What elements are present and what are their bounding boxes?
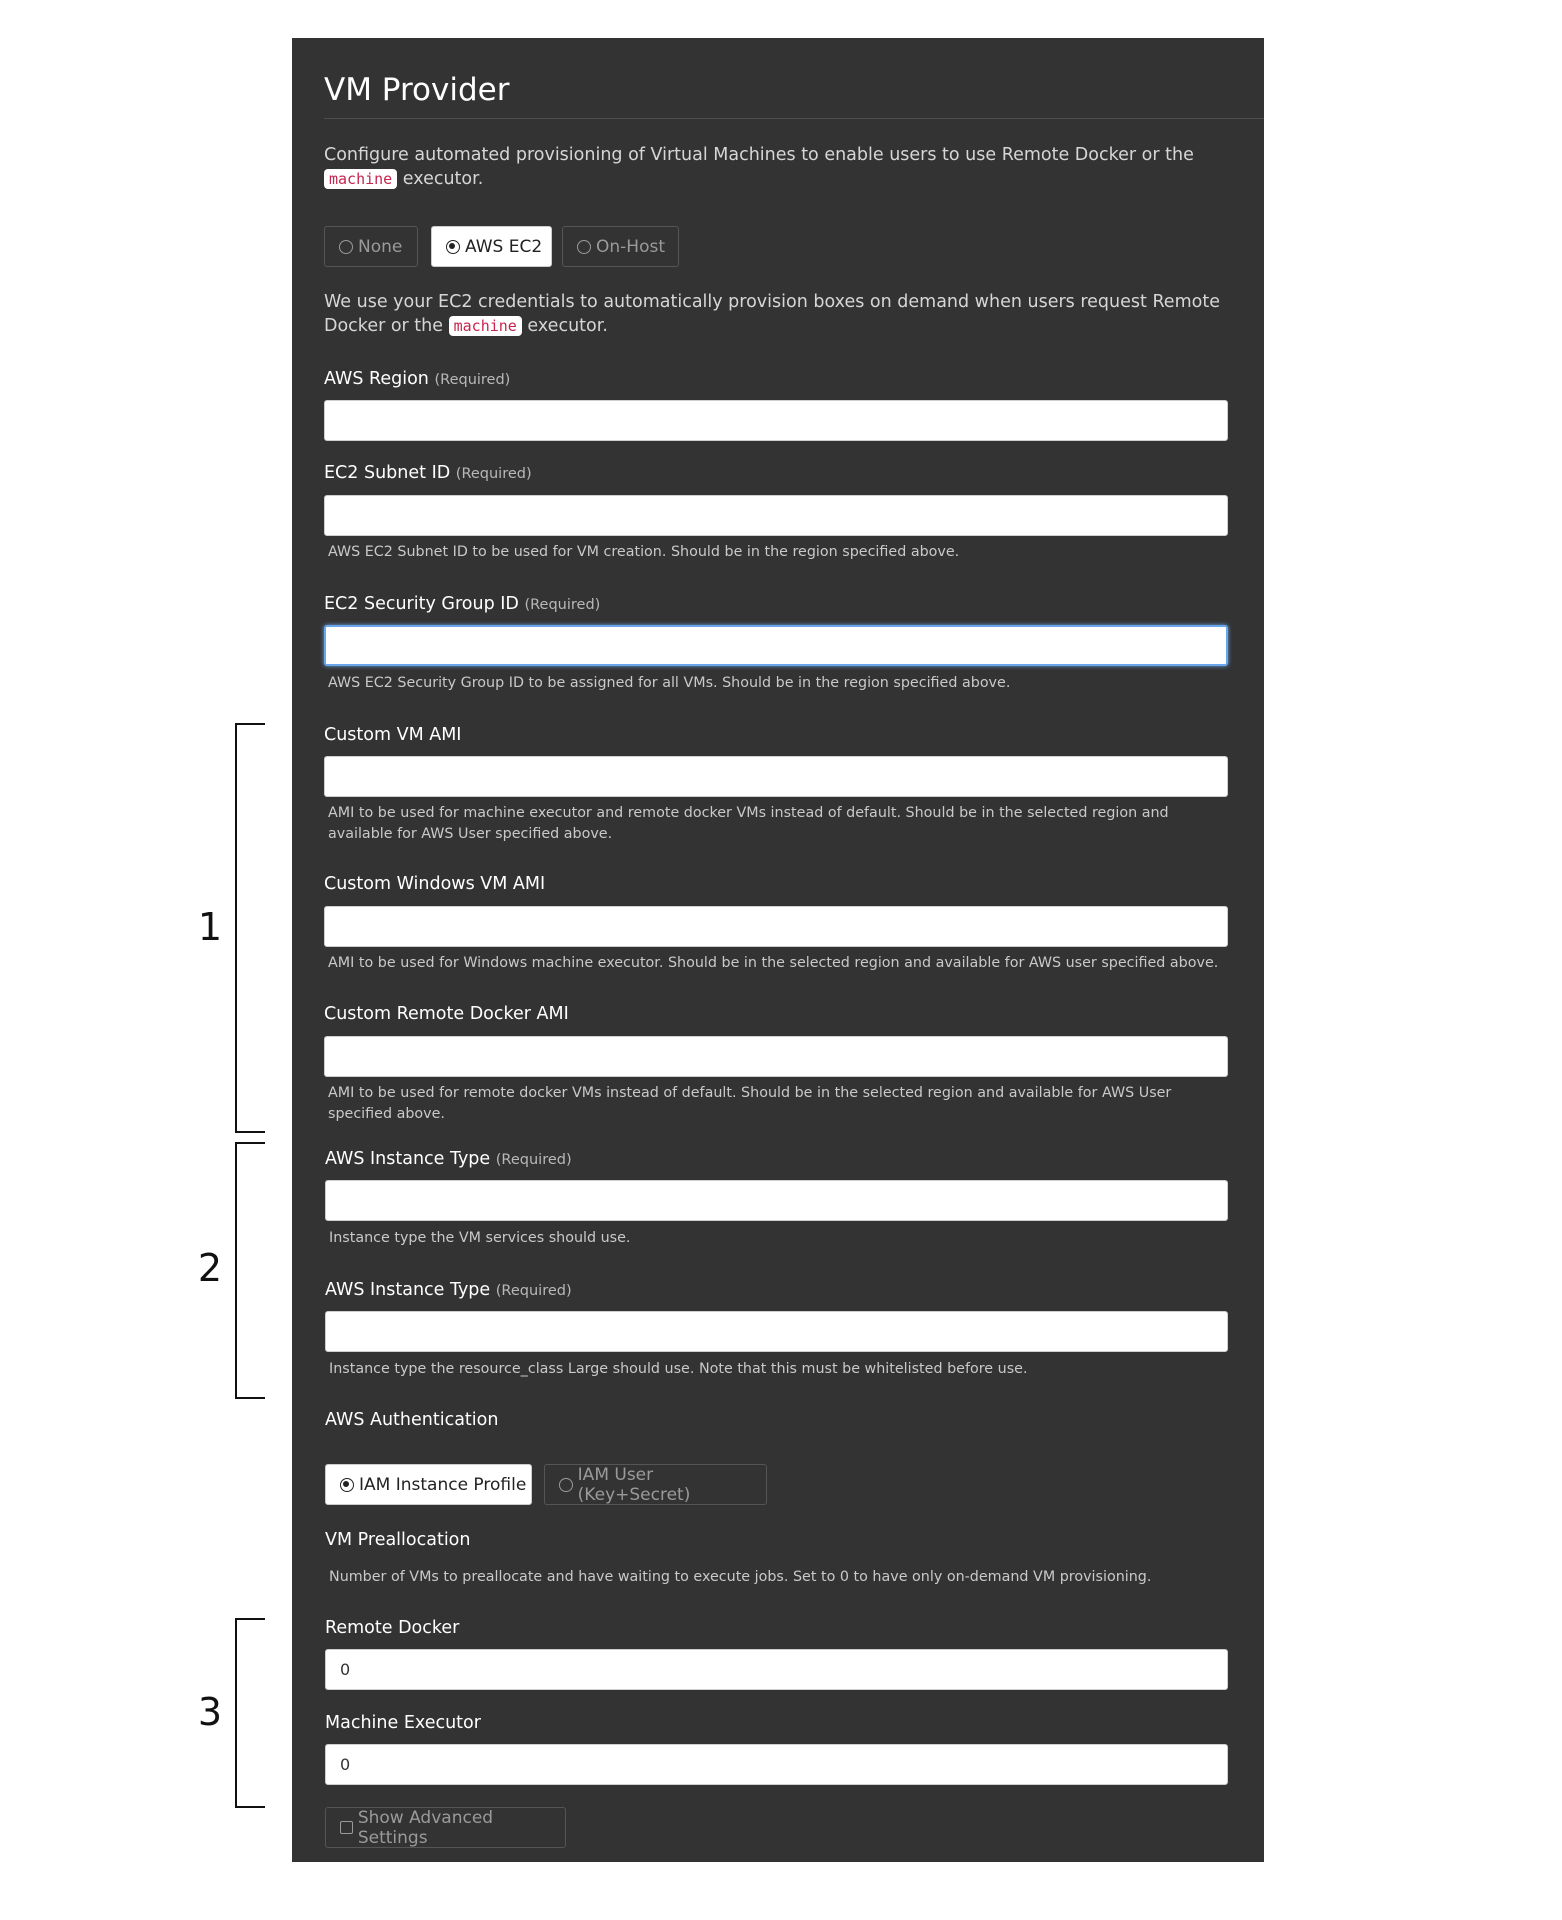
provider-option-aws-ec2[interactable]: AWS EC2 — [431, 226, 552, 267]
custom-vm-ami-help: AMI to be used for machine executor and remote docker VMs instead of default. Should be in the selected region and available for AWS User specified above. — [328, 805, 1169, 842]
ec2-intro-text: We use your EC2 credentials to automatically provision boxes on demand when users request Remote Docker or the machine executor. — [324, 292, 1220, 336]
radio-empty-icon — [339, 240, 353, 254]
custom-remote-docker-ami-help: AMI to be used for remote docker VMs instead of default. Should be in the selected region and available for AWS User specified above. — [328, 1085, 1172, 1122]
required-marker: (Required) — [495, 1152, 572, 1168]
annotation-bracket-3 — [235, 1618, 265, 1808]
provider-option-none[interactable]: None — [324, 226, 418, 267]
machine-executor-label: Machine Executor — [325, 1713, 481, 1733]
auth-option-iam-user[interactable]: IAM User (Key+Secret) — [544, 1464, 767, 1505]
remote-docker-input[interactable] — [325, 1649, 1228, 1690]
title-divider — [324, 118, 1264, 119]
custom-windows-ami-input[interactable] — [324, 906, 1228, 947]
show-advanced-settings-toggle[interactable]: Show Advanced Settings — [325, 1807, 566, 1848]
auth-option-iam-instance-profile[interactable]: IAM Instance Profile — [325, 1464, 532, 1505]
security-group-input[interactable] — [324, 625, 1228, 666]
vm-preallocation-label: VM Preallocation — [325, 1530, 471, 1550]
radio-empty-icon — [577, 240, 591, 254]
radio-empty-icon — [559, 1478, 573, 1492]
custom-vm-ami-input[interactable] — [324, 756, 1228, 797]
custom-windows-ami-help: AMI to be used for Windows machine executor. Should be in the selected region and available for AWS user specified above. — [328, 955, 1219, 971]
annotation-number-1: 1 — [197, 905, 223, 949]
instance-type-help: Instance type the VM services should use. — [329, 1230, 631, 1246]
custom-vm-ami-label: Custom VM AMI — [324, 725, 462, 745]
annotation-bracket-2 — [235, 1142, 265, 1399]
aws-region-input[interactable] — [324, 400, 1228, 441]
annotation-number-2: 2 — [197, 1246, 223, 1290]
vm-preallocation-help: Number of VMs to preallocate and have waiting to execute jobs. Set to 0 to have only on-demand VM provisioning. — [329, 1569, 1152, 1585]
annotation-bracket-1 — [235, 723, 265, 1133]
instance-type-large-input[interactable] — [325, 1311, 1228, 1352]
annotation-number-3: 3 — [197, 1690, 223, 1734]
instance-type-large-help: Instance type the resource_class Large should use. Note that this must be whitelisted before use. — [329, 1361, 1028, 1377]
radio-selected-icon — [340, 1478, 354, 1492]
radio-selected-icon — [446, 240, 460, 254]
instance-type-label: AWS Instance Type (Required) — [325, 1149, 572, 1169]
security-group-label: EC2 Security Group ID (Required) — [324, 594, 601, 614]
instance-type-large-label: AWS Instance Type (Required) — [325, 1280, 572, 1300]
required-marker: (Required) — [524, 597, 601, 613]
remote-docker-label: Remote Docker — [325, 1618, 460, 1638]
subnet-id-label: EC2 Subnet ID (Required) — [324, 463, 532, 483]
machine-code-tag: machine — [324, 169, 397, 189]
vm-provider-panel — [292, 38, 1264, 1862]
required-marker: (Required) — [495, 1283, 572, 1299]
subnet-id-input[interactable] — [324, 495, 1228, 536]
aws-region-label: AWS Region (Required) — [324, 369, 511, 389]
required-marker: (Required) — [455, 466, 532, 482]
instance-type-input[interactable] — [325, 1180, 1228, 1221]
aws-authentication-label: AWS Authentication — [325, 1410, 499, 1430]
intro-text: Configure automated provisioning of Virtual Machines to enable users to use Remote Docker or the machine executor. — [324, 145, 1194, 189]
page-title: VM Provider — [324, 72, 510, 108]
custom-remote-docker-ami-input[interactable] — [324, 1036, 1228, 1077]
machine-code-tag: machine — [449, 316, 522, 336]
custom-windows-ami-label: Custom Windows VM AMI — [324, 874, 546, 894]
provider-option-on-host[interactable]: On-Host — [562, 226, 679, 267]
required-marker: (Required) — [434, 372, 511, 388]
security-group-help: AWS EC2 Security Group ID to be assigned for all VMs. Should be in the region specified above. — [328, 675, 1011, 691]
subnet-id-help: AWS EC2 Subnet ID to be used for VM creation. Should be in the region specified above. — [328, 544, 960, 560]
checkbox-icon — [340, 1821, 353, 1834]
machine-executor-input[interactable] — [325, 1744, 1228, 1785]
custom-remote-docker-ami-label: Custom Remote Docker AMI — [324, 1004, 569, 1024]
